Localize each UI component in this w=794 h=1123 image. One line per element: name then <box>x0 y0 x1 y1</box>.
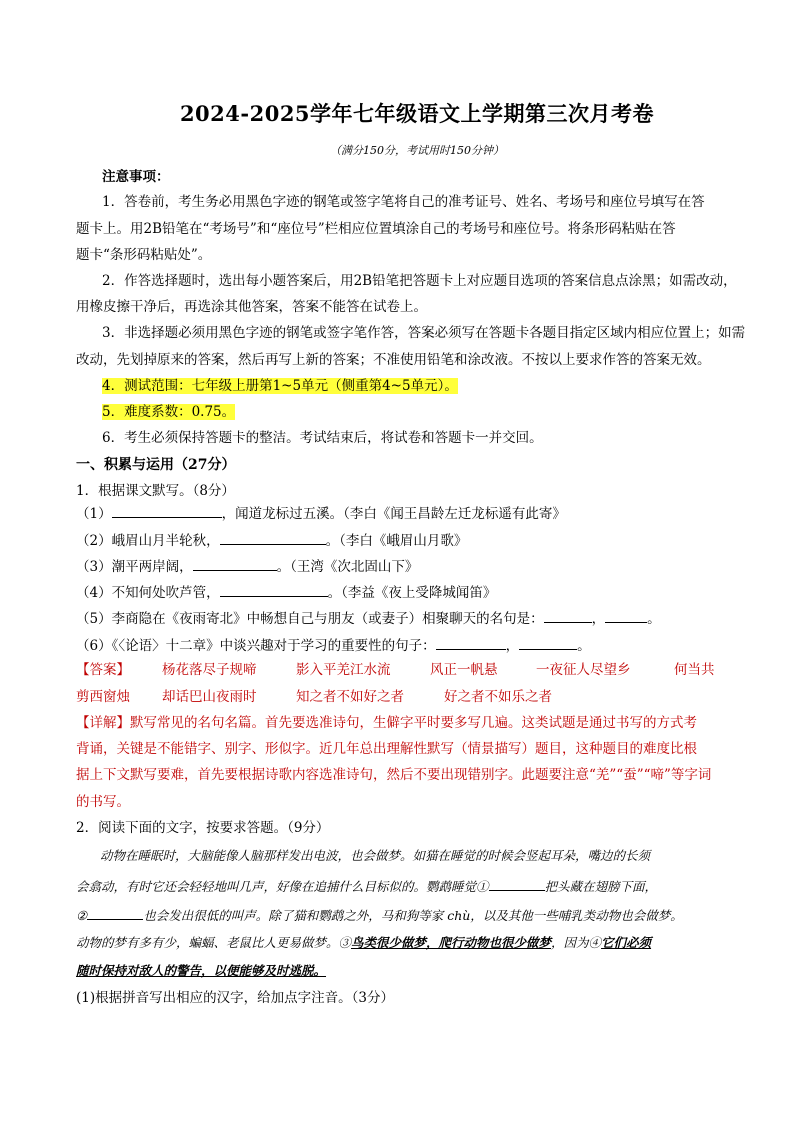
notice-item-4 <box>102 377 726 395</box>
answer-2: 影入平羌江水流 <box>296 662 391 678</box>
q1-stem: 1．根据课文默写。（8分） <box>76 483 235 499</box>
notice-item-3b: 改动，先划掉原来的答案，然后再写上新的答案；不准使用铅笔和涂改液。不按以上要求作答的答案无效。 <box>76 352 711 368</box>
q1-3-suffix: 。（王湾《次北固山下》 <box>276 559 419 575</box>
highlight-difficulty: 5．难度系数：0.75。 <box>102 404 236 420</box>
notice-item-2a: 2．作答选择题时，选出每小题答案后，用2B铅笔把答题卡上对应题目选项的答案信息点涂黑；如需改动， <box>102 273 737 289</box>
q1-3-prefix: （3）潮平两岸阔， <box>76 559 193 575</box>
passage-2-tail: 把头藏在翅膀下面， <box>544 879 658 894</box>
answer-row-2 <box>76 688 726 706</box>
answer-7: 知之者不如好之者 <box>296 689 404 705</box>
q1-6-comma: ， <box>505 638 520 654</box>
section-1-heading: 一、积累与运用（27分） <box>76 457 236 473</box>
answer-1: 杨花落尽子规啼 <box>162 662 257 678</box>
passage-3-marker: ② <box>76 908 88 923</box>
q1-2-blank[interactable] <box>220 530 326 545</box>
q1-item-3 <box>76 556 726 576</box>
answer-4: 一夜征人尽望乡 <box>536 662 631 678</box>
answer-6: 却话巴山夜雨时 <box>162 689 257 705</box>
q1-item-6 <box>76 635 726 655</box>
q1-6-blank-2[interactable] <box>519 635 577 650</box>
notice-item-5 <box>102 403 726 421</box>
q1-1-suffix: ，闻道龙标过五溪。（李白《闻王昌龄左迁龙标遥有此寄》 <box>221 506 566 522</box>
detail-line-2: 背诵，关键是不能错字、别字、形似字。近几年总出理解性默写（情景描写）题目，这种题目的难度比根 <box>76 741 697 757</box>
passage-line-1: 动物在睡眠时，大脑能像人脑那样发出电波，也会做梦。如猫在睡觉的时候会竖起耳朵，嘴边的长须 <box>100 848 651 863</box>
q1-item-2 <box>76 530 726 550</box>
detail-line-3: 据上下文默写要难，首先要根据诗歌内容选准诗句，然后不要出现错别字。此题要注意“羌”“蚕”“啼”等字词 <box>76 767 712 783</box>
answer-row-1 <box>76 661 726 679</box>
passage-blank-2[interactable] <box>87 905 143 920</box>
passage-line-5 <box>76 962 726 980</box>
q1-3-blank[interactable] <box>193 556 277 571</box>
q2-stem: 2．阅读下面的文字，按要求答题。（9分） <box>76 820 330 836</box>
detail-line-4: 的书写。 <box>76 794 130 810</box>
q1-1-prefix: （1） <box>76 506 112 522</box>
exam-subtitle: （满分150分，考试用时150分钟） <box>330 144 504 157</box>
notice-heading: 注意事项： <box>102 169 170 185</box>
passage-4-underlined-3: 鸟类很少做梦，爬行动物也很少做梦 <box>351 935 552 950</box>
q1-item-4 <box>76 582 726 602</box>
answer-5a: 何当共 <box>674 662 715 678</box>
highlight-range: 4．测试范围：七年级上册第1~5单元（侧重第4~5单元）。 <box>102 378 458 394</box>
passage-line-2 <box>76 876 726 896</box>
notice-item-1c: 题卡“条形码粘贴处”。 <box>76 247 212 263</box>
q1-5-period: 。 <box>647 611 661 627</box>
q2-sub-1: (1)根据拼音写出相应的汉字，给加点字注音。（3分） <box>76 990 394 1006</box>
q1-6-period: 。 <box>577 638 591 654</box>
passage-line-3 <box>76 905 726 925</box>
q1-2-suffix: 。（李白《峨眉山月歌》 <box>325 533 468 549</box>
passage-2-text: 会翕动，有时它还会轻轻地叫几声，好像在追捕什么目标似的。鹦鹉睡觉① <box>76 879 489 894</box>
q1-4-prefix: （4）不知何处吹芦管， <box>76 585 220 601</box>
q1-1-blank[interactable] <box>112 503 222 518</box>
q1-5-blank-1[interactable] <box>544 608 592 623</box>
q1-6-blank-1[interactable] <box>436 635 506 650</box>
answer-3: 风正一帆悬 <box>430 662 498 678</box>
q1-5-comma: ， <box>591 611 606 627</box>
passage-4-text: 动物的梦有多有少，蝙蝠、老鼠比人更易做梦。③ <box>76 935 352 950</box>
notice-item-1b: 题卡上。用2B铅笔在“考场号”和“座位号”栏相应位置填涂自己的考场号和座位号。将条形码粘贴在答 <box>76 221 676 237</box>
passage-blank-1[interactable] <box>489 876 545 891</box>
notice-item-6: 6．考生必须保持答题卡的整洁。考试结束后，将试卷和答题卡一并交回。 <box>102 430 543 446</box>
passage-4-underlined-4: 它们必须 <box>601 935 652 950</box>
answer-8: 好之者不如乐之者 <box>444 689 552 705</box>
notice-item-1a: 1．答卷前，考生务必用黑色字迹的钢笔或签字笔将自己的准考证号、姓名、考场号和座位号填写在答 <box>102 194 705 210</box>
detail-label: 【详解】 <box>76 715 130 731</box>
answer-5b: 剪西窗烛 <box>76 689 130 705</box>
q1-4-blank[interactable] <box>220 582 328 597</box>
passage-5-underlined: 随时保持对敌人的警告，以便能够及时逃脱。 <box>76 963 327 978</box>
passage-3-text: 也会发出很低的叫声。除了猫和鹦鹉之外，马和狗等家 chù，以及其他一些哺乳类动物也会做梦。 <box>143 908 683 923</box>
detail-line-1 <box>76 714 726 732</box>
q1-item-1 <box>76 503 726 523</box>
passage-line-4 <box>76 934 726 952</box>
notice-item-3a: 3．非选择题必须用黑色字迹的钢笔或签字笔作答，答案必须写在答题卡各题目指定区域内相应位置上；如需 <box>102 325 746 341</box>
q1-2-prefix: （2）峨眉山月半轮秋， <box>76 533 220 549</box>
answer-label: 【答案】 <box>76 662 130 678</box>
q1-6-prefix: （6）《〈论语〉十二章》中谈兴趣对于学习的重要性的句子： <box>76 638 436 654</box>
passage-4-mid: ，因为④ <box>551 935 602 950</box>
q1-5-blank-2[interactable] <box>605 608 647 623</box>
exam-title: 2024-2025学年七年级语文上学期第三次月考卷 <box>179 101 655 126</box>
notice-item-2b: 用橡皮擦干净后，再选涂其他答案，答案不能答在试卷上。 <box>76 299 427 315</box>
q1-5-prefix: （5）李商隐在《夜雨寄北》中畅想自己与朋友（或妻子）相聚聊天的名句是： <box>76 611 544 627</box>
detail-text-a: 默写常见的名句名篇。首先要选准诗句，生僻字平时要多写几遍。这类试题是通过书写的方式考 <box>130 715 697 731</box>
q1-item-5 <box>76 608 726 628</box>
q1-4-suffix: 。（李益《夜上受降城闻笛》 <box>327 585 497 601</box>
